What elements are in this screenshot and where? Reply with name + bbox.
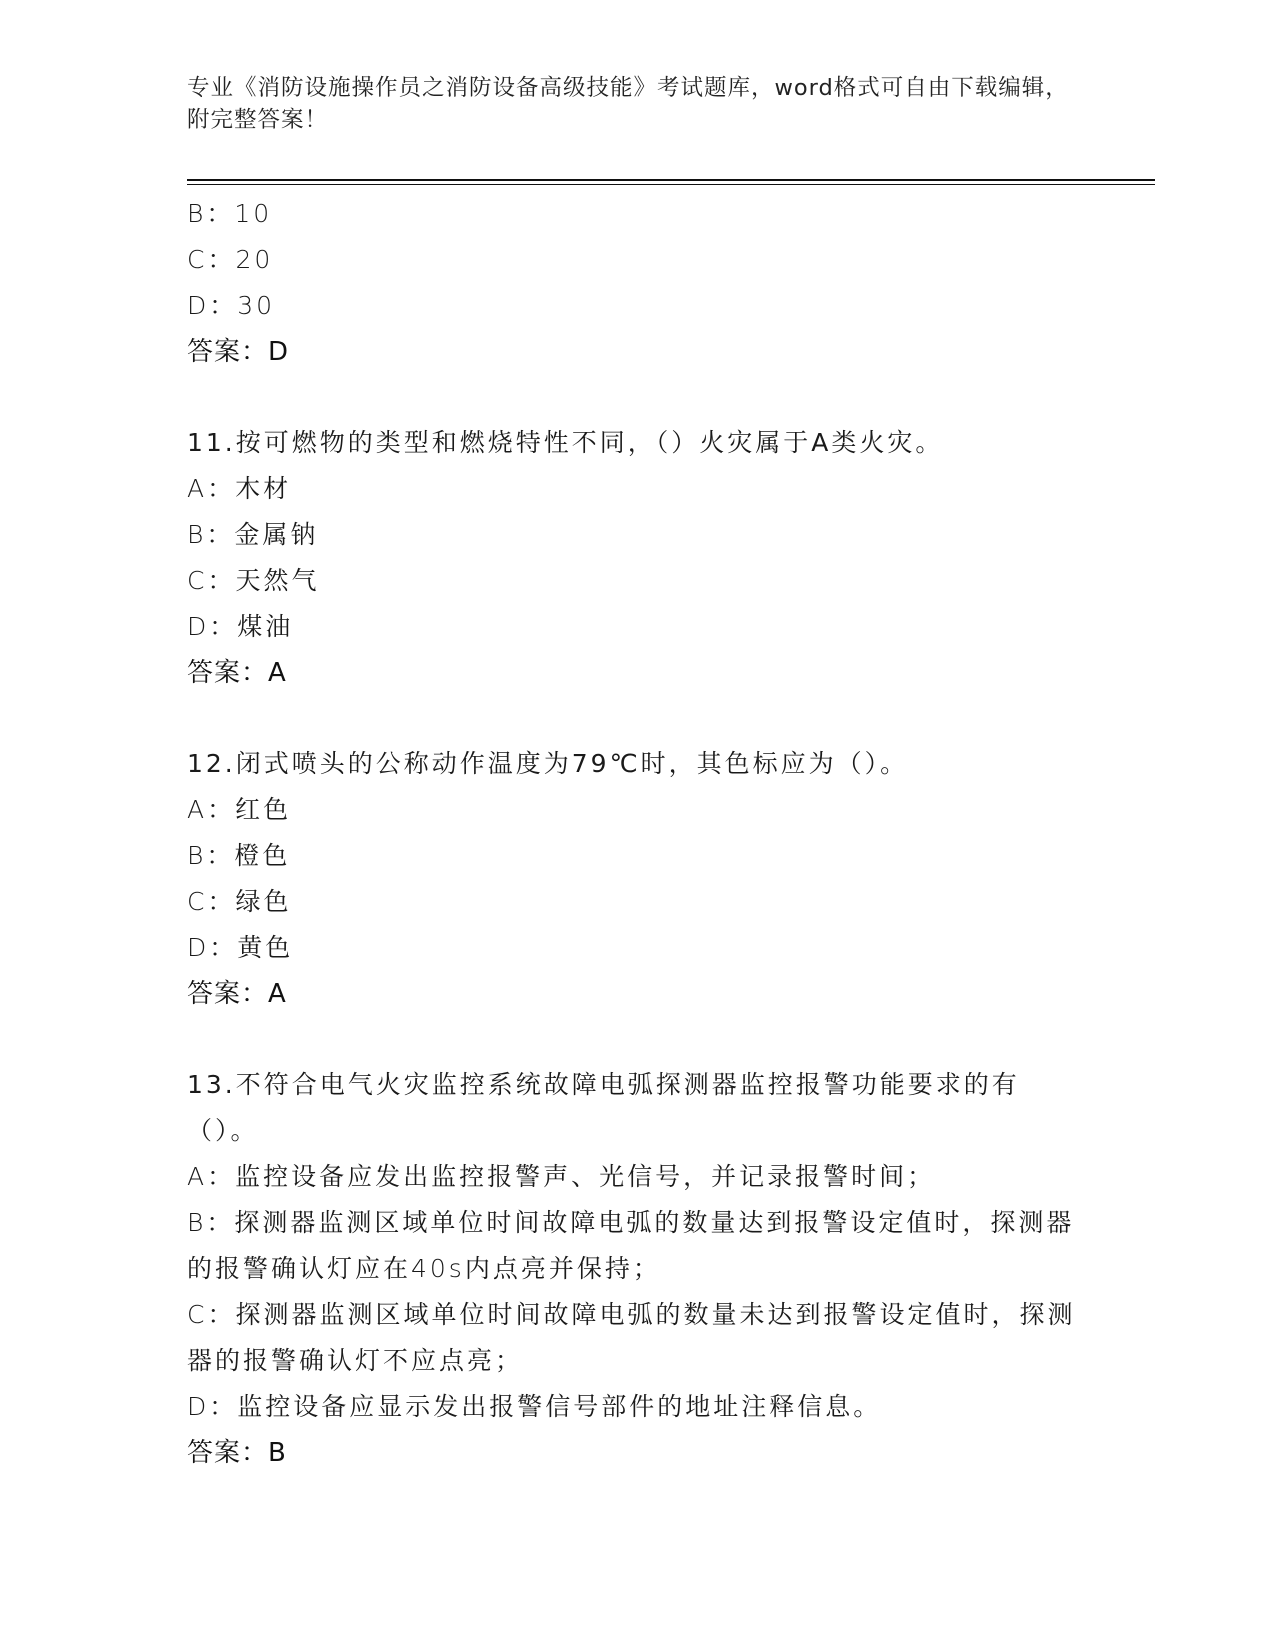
header-text: 专业《消防设施操作员之消防设备高级技能》考试题库，word格式可自由下载编辑，附完整答案！ <box>187 75 1069 133</box>
answer-label: 答案： <box>187 658 269 688</box>
option-label: B： <box>187 1208 235 1237</box>
question-number: 13. <box>187 1070 236 1099</box>
option-label: A： <box>187 795 236 824</box>
option-line <box>187 1154 1077 1200</box>
question-body: 按可燃物的类型和燃烧特性不同，（）火灾属于A类火灾。 <box>235 428 944 457</box>
option-label: D： <box>187 933 238 962</box>
option-label: B： <box>187 841 235 870</box>
answer-value: B <box>268 1438 287 1468</box>
option-label: C： <box>187 566 236 595</box>
answer-line <box>187 1430 1077 1476</box>
question-content <box>187 191 1077 1476</box>
question-number: 11. <box>187 428 236 457</box>
option-label: D： <box>187 1392 238 1421</box>
answer-label: 答案： <box>187 337 269 367</box>
option-line <box>187 833 1077 879</box>
option-label: A： <box>187 474 236 503</box>
question-block <box>187 741 1077 1017</box>
option-line <box>187 512 1077 558</box>
option-text: 红色 <box>235 795 292 824</box>
option-text: 金属钠 <box>234 520 319 549</box>
option-text: 黄色 <box>237 933 294 962</box>
question-number: 12. <box>187 749 236 778</box>
header-divider-thick <box>187 179 1155 181</box>
option-text: 煤油 <box>237 612 294 641</box>
option-text: 绿色 <box>235 887 292 916</box>
option-label: A： <box>187 1162 236 1191</box>
option-line <box>187 879 1077 925</box>
answer-line <box>187 971 1077 1017</box>
question-text <box>187 1062 1077 1154</box>
answer-value: D <box>268 337 290 367</box>
option-line <box>187 1200 1077 1292</box>
continued-question <box>187 191 1077 375</box>
option-text: 30 <box>237 291 276 320</box>
option-text: 20 <box>235 245 274 274</box>
option-text: 监控设备应显示发出报警信号部件的地址注释信息。 <box>237 1392 882 1421</box>
option-line <box>187 1384 1077 1430</box>
answer-label: 答案： <box>187 979 269 1009</box>
question-block <box>187 1062 1077 1476</box>
question-block <box>187 420 1077 696</box>
option-line <box>187 191 1077 237</box>
option-line <box>187 558 1077 604</box>
spacer <box>187 696 1077 741</box>
option-label: D： <box>187 291 238 320</box>
option-text: 10 <box>234 199 273 228</box>
option-label: B： <box>187 520 235 549</box>
option-line <box>187 283 1077 329</box>
option-line <box>187 604 1077 650</box>
option-text: 天然气 <box>235 566 320 595</box>
option-line <box>187 466 1077 512</box>
option-label: D： <box>187 612 238 641</box>
answer-value: A <box>268 979 287 1009</box>
question-body: 不符合电气火灾监控系统故障电弧探测器监控报警功能要求的有（）。 <box>187 1070 1020 1145</box>
option-line <box>187 787 1077 833</box>
option-line <box>187 1292 1077 1384</box>
option-text: 探测器监测区域单位时间故障电弧的数量达到报警设定值时，探测器的报警确认灯应在40s内点亮并保持； <box>187 1208 1075 1283</box>
option-label: C： <box>187 1300 236 1329</box>
option-text: 橙色 <box>234 841 291 870</box>
option-label: C： <box>187 245 236 274</box>
answer-value: A <box>268 658 287 688</box>
option-text: 监控设备应发出监控报警声、光信号，并记录报警时间； <box>235 1162 936 1191</box>
question-body: 闭式喷头的公称动作温度为79℃时，其色标应为（）。 <box>235 749 909 778</box>
question-text <box>187 420 1077 466</box>
option-label: C： <box>187 887 236 916</box>
option-text: 探测器监测区域单位时间故障电弧的数量未达到报警设定值时，探测器的报警确认灯不应点亮； <box>187 1300 1076 1375</box>
option-line <box>187 925 1077 971</box>
answer-line <box>187 329 1077 375</box>
document-header <box>187 72 1077 136</box>
spacer <box>187 375 1077 420</box>
answer-label: 答案： <box>187 1438 269 1468</box>
answer-line <box>187 650 1077 696</box>
spacer <box>187 1017 1077 1062</box>
option-line <box>187 237 1077 283</box>
header-divider-thin <box>187 184 1155 185</box>
question-text <box>187 741 1077 787</box>
option-label: B： <box>187 199 235 228</box>
option-text: 木材 <box>235 474 292 503</box>
